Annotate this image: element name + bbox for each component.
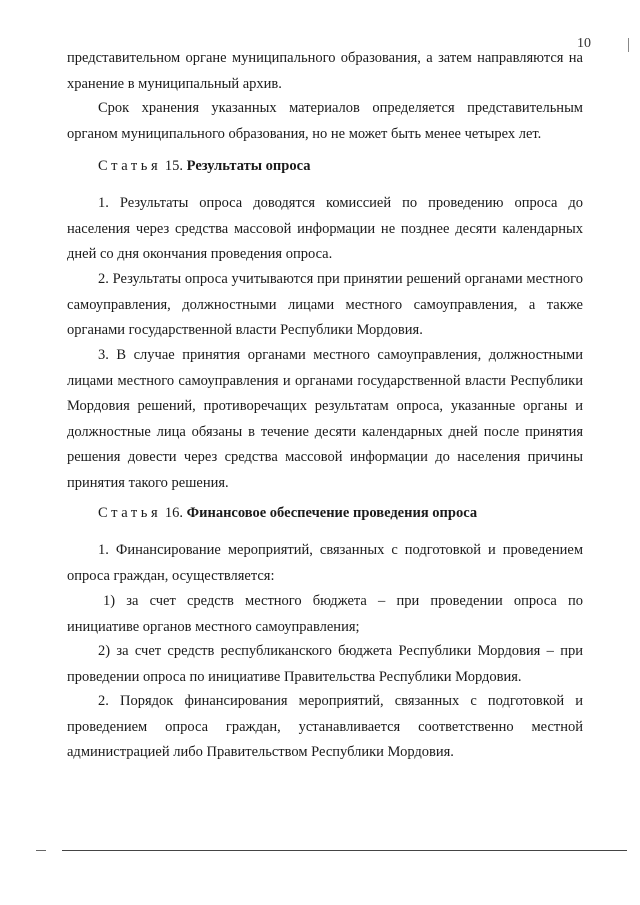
paragraph-article16-item1: 1. Финансирование мероприятий, связанных с подготовкой и проведением опроса граждан, осуществляется:: [67, 542, 583, 584]
paragraph-article16-sub2: 2) за счет средств республиканского бюджета Республики Мордовия – при проведении опроса по инициативе Правительства Республики Мордовия.: [67, 643, 583, 685]
paragraph-article16-item2: 2. Порядок финансирования мероприятий, связанных с подготовкой и проведением опроса граждан, устанавливается соответственно местной администрацией либо Правительством Республики Мордовия.: [67, 693, 583, 760]
paragraph-article15-item2: 2. Результаты опроса учитываются при принятии решений органами местного самоуправления, должностными лицами местного самоуправления, а также органами государственной власти Республики Мордовия.: [67, 271, 583, 338]
article-title: Результаты опроса: [186, 158, 311, 174]
bottom-rule: [62, 850, 627, 851]
article-word: Статья: [98, 505, 162, 521]
paragraph-article15-item1: 1. Результаты опроса доводятся комиссией по проведению опроса до населения через средства массовой информации не позднее десяти календарных дней со дня окончания проведения опроса.: [67, 195, 583, 262]
paragraph-article16-sub1: 1) за счет средств местного бюджета – при проведении опроса по инициативе органов местного самоуправления;: [67, 593, 583, 635]
article-title: Финансовое обеспечение проведения опроса: [186, 505, 478, 521]
article-16-heading: [98, 503, 477, 523]
article-number: 16.: [164, 505, 184, 521]
article-15-heading: [98, 156, 310, 176]
paragraph-article15-item3: 3. В случае принятия органами местного самоуправления, должностными лицами местного самоуправления и органами государственной власти Республики Мордовия решений, противоречащих результатам опроса, указанные органы и должностные лица обязаны в течение десяти календарных дней после принятия решения довести через средства массовой информации до населения причины принятия такого решения.: [67, 347, 583, 491]
paragraph-storage-term: Срок хранения указанных материалов определяется представительным органом муниципального образования, но не может быть менее четырех лет.: [67, 100, 583, 142]
bottom-dash: [36, 850, 46, 851]
article-number: 15.: [164, 158, 184, 174]
page-number: 10: [577, 36, 591, 51]
article-word: Статья: [98, 158, 162, 174]
edge-mark: [628, 38, 629, 52]
paragraph-continuation: представительном органе муниципального образования, а затем направляются на хранение в муниципальный архив.: [67, 50, 583, 92]
